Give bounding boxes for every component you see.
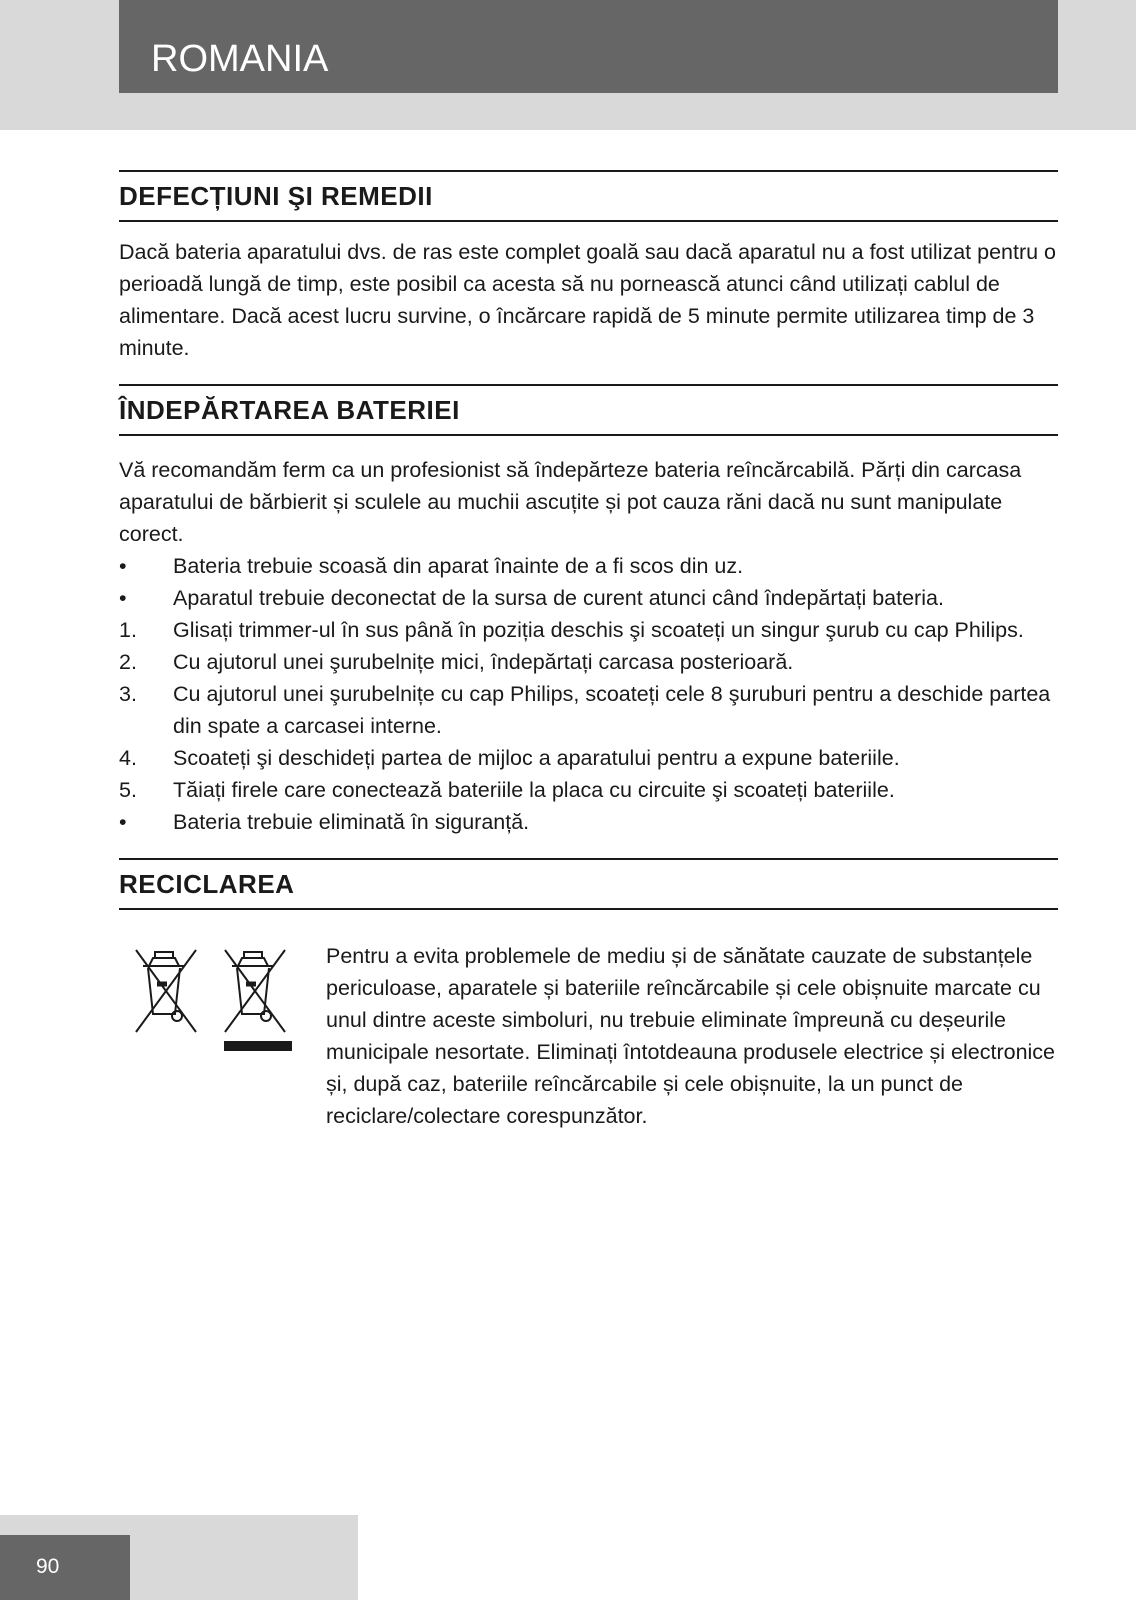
- section-paragraph: Vă recomandăm ferm ca un profesionist să îndepărteze bateria reîncărcabilă. Părți din carcasa aparatului de bărbierit și sculele au muchii ascuțite și pot cauza răni dacă nu sunt manipulate corect.: [119, 458, 1022, 546]
- section-battery-removal: [119, 384, 1058, 838]
- section-heading-bar: [119, 858, 1058, 910]
- section-troubleshooting: [119, 170, 1058, 364]
- list-item: [119, 614, 1058, 646]
- list-item: [119, 582, 1058, 614]
- crossed-out-wheelie-bin-with-bar-icon: [224, 950, 292, 1051]
- section-paragraph: Dacă bateria aparatului dvs. de ras este complet goală sau dacă aparatul nu a fost utilizat pentru o perioadă lungă de timp, este posibil ca acesta să nu pornească atunci când utilizați cablul de alimentare. Dacă acest lucru survine, o încărcare rapidă de 5 minute permite utilizarea timp de 3 minute.: [119, 240, 1057, 360]
- list-item: [119, 678, 1058, 742]
- section-heading: DEFECȚIUNI ŞI REMEDII: [119, 180, 433, 211]
- list-item-text: Cu ajutorul unei şurubelnițe mici, îndepărtați carcasa posterioară.: [173, 650, 794, 674]
- list-marker: 3.: [119, 682, 137, 706]
- list-marker: •: [119, 586, 127, 610]
- section-recycling: [119, 858, 1058, 1132]
- crossed-out-wheelie-bin-icon: [136, 950, 196, 1032]
- list-marker: 4.: [119, 746, 137, 770]
- section-heading: RECICLAREA: [119, 868, 295, 899]
- list-item: [119, 550, 1058, 582]
- list-marker: •: [119, 810, 127, 834]
- title-bar: [119, 0, 1058, 93]
- content: [119, 170, 1058, 1132]
- list-item: [119, 774, 1058, 806]
- removal-steps-list: [119, 550, 1058, 838]
- page-title: ROMANIA: [151, 38, 329, 80]
- recycling-symbols: [119, 940, 326, 1132]
- list-marker: 5.: [119, 778, 137, 802]
- list-marker: 2.: [119, 650, 137, 674]
- page-number-tab: [0, 1535, 130, 1600]
- list-item-text: Bateria trebuie scoasă din aparat înainte de a fi scos din uz.: [173, 554, 744, 578]
- list-item: [119, 646, 1058, 678]
- list-item-text: Cu ajutorul unei şurubelnițe cu cap Philips, scoateți cele 8 şuruburi pentru a deschide partea din spate a carcasei interne.: [173, 682, 1051, 738]
- page-number: 90: [36, 1555, 60, 1578]
- list-item-text: Aparatul trebuie deconectat de la sursa de curent atunci când îndepărtați bateria.: [173, 586, 944, 610]
- section-heading: ÎNDEPĂRTAREA BATERIEI: [119, 394, 460, 425]
- recycling-row: [119, 940, 1058, 1132]
- list-item-text: Bateria trebuie eliminată în siguranță.: [173, 810, 530, 834]
- weee-symbols-icon: [119, 944, 299, 1054]
- list-item: [119, 806, 1058, 838]
- section-heading-bar: [119, 170, 1058, 222]
- list-marker: •: [119, 554, 127, 578]
- section-heading-bar: [119, 384, 1058, 436]
- list-item-text: Tăiați firele care conectează bateriile la placa cu circuite şi scoateți bateriile.: [173, 778, 895, 802]
- list-item-text: Scoateți şi deschideți partea de mijloc a aparatului pentru a expune bateriile.: [173, 746, 900, 770]
- section-paragraph: Pentru a evita problemele de mediu și de sănătate cauzate de substanțele periculoase, aparatele și bateriile reîncărcabile și cele obișnuite marcate cu unul dintre aceste simboluri, nu trebuie eliminate împreună cu deșeurile municipale nesortate. Eliminați întotdeauna produsele electrice și electronice și, după caz, bateriile reîncărcabile și cele obișnuite, la un punct de reciclare/colectare corespunzător.: [326, 944, 1056, 1128]
- list-marker: 1.: [119, 618, 137, 642]
- list-item-text: Glisați trimmer-ul în sus până în poziția deschis şi scoateți un singur şurub cu cap Philips.: [173, 618, 1024, 642]
- list-item: [119, 742, 1058, 774]
